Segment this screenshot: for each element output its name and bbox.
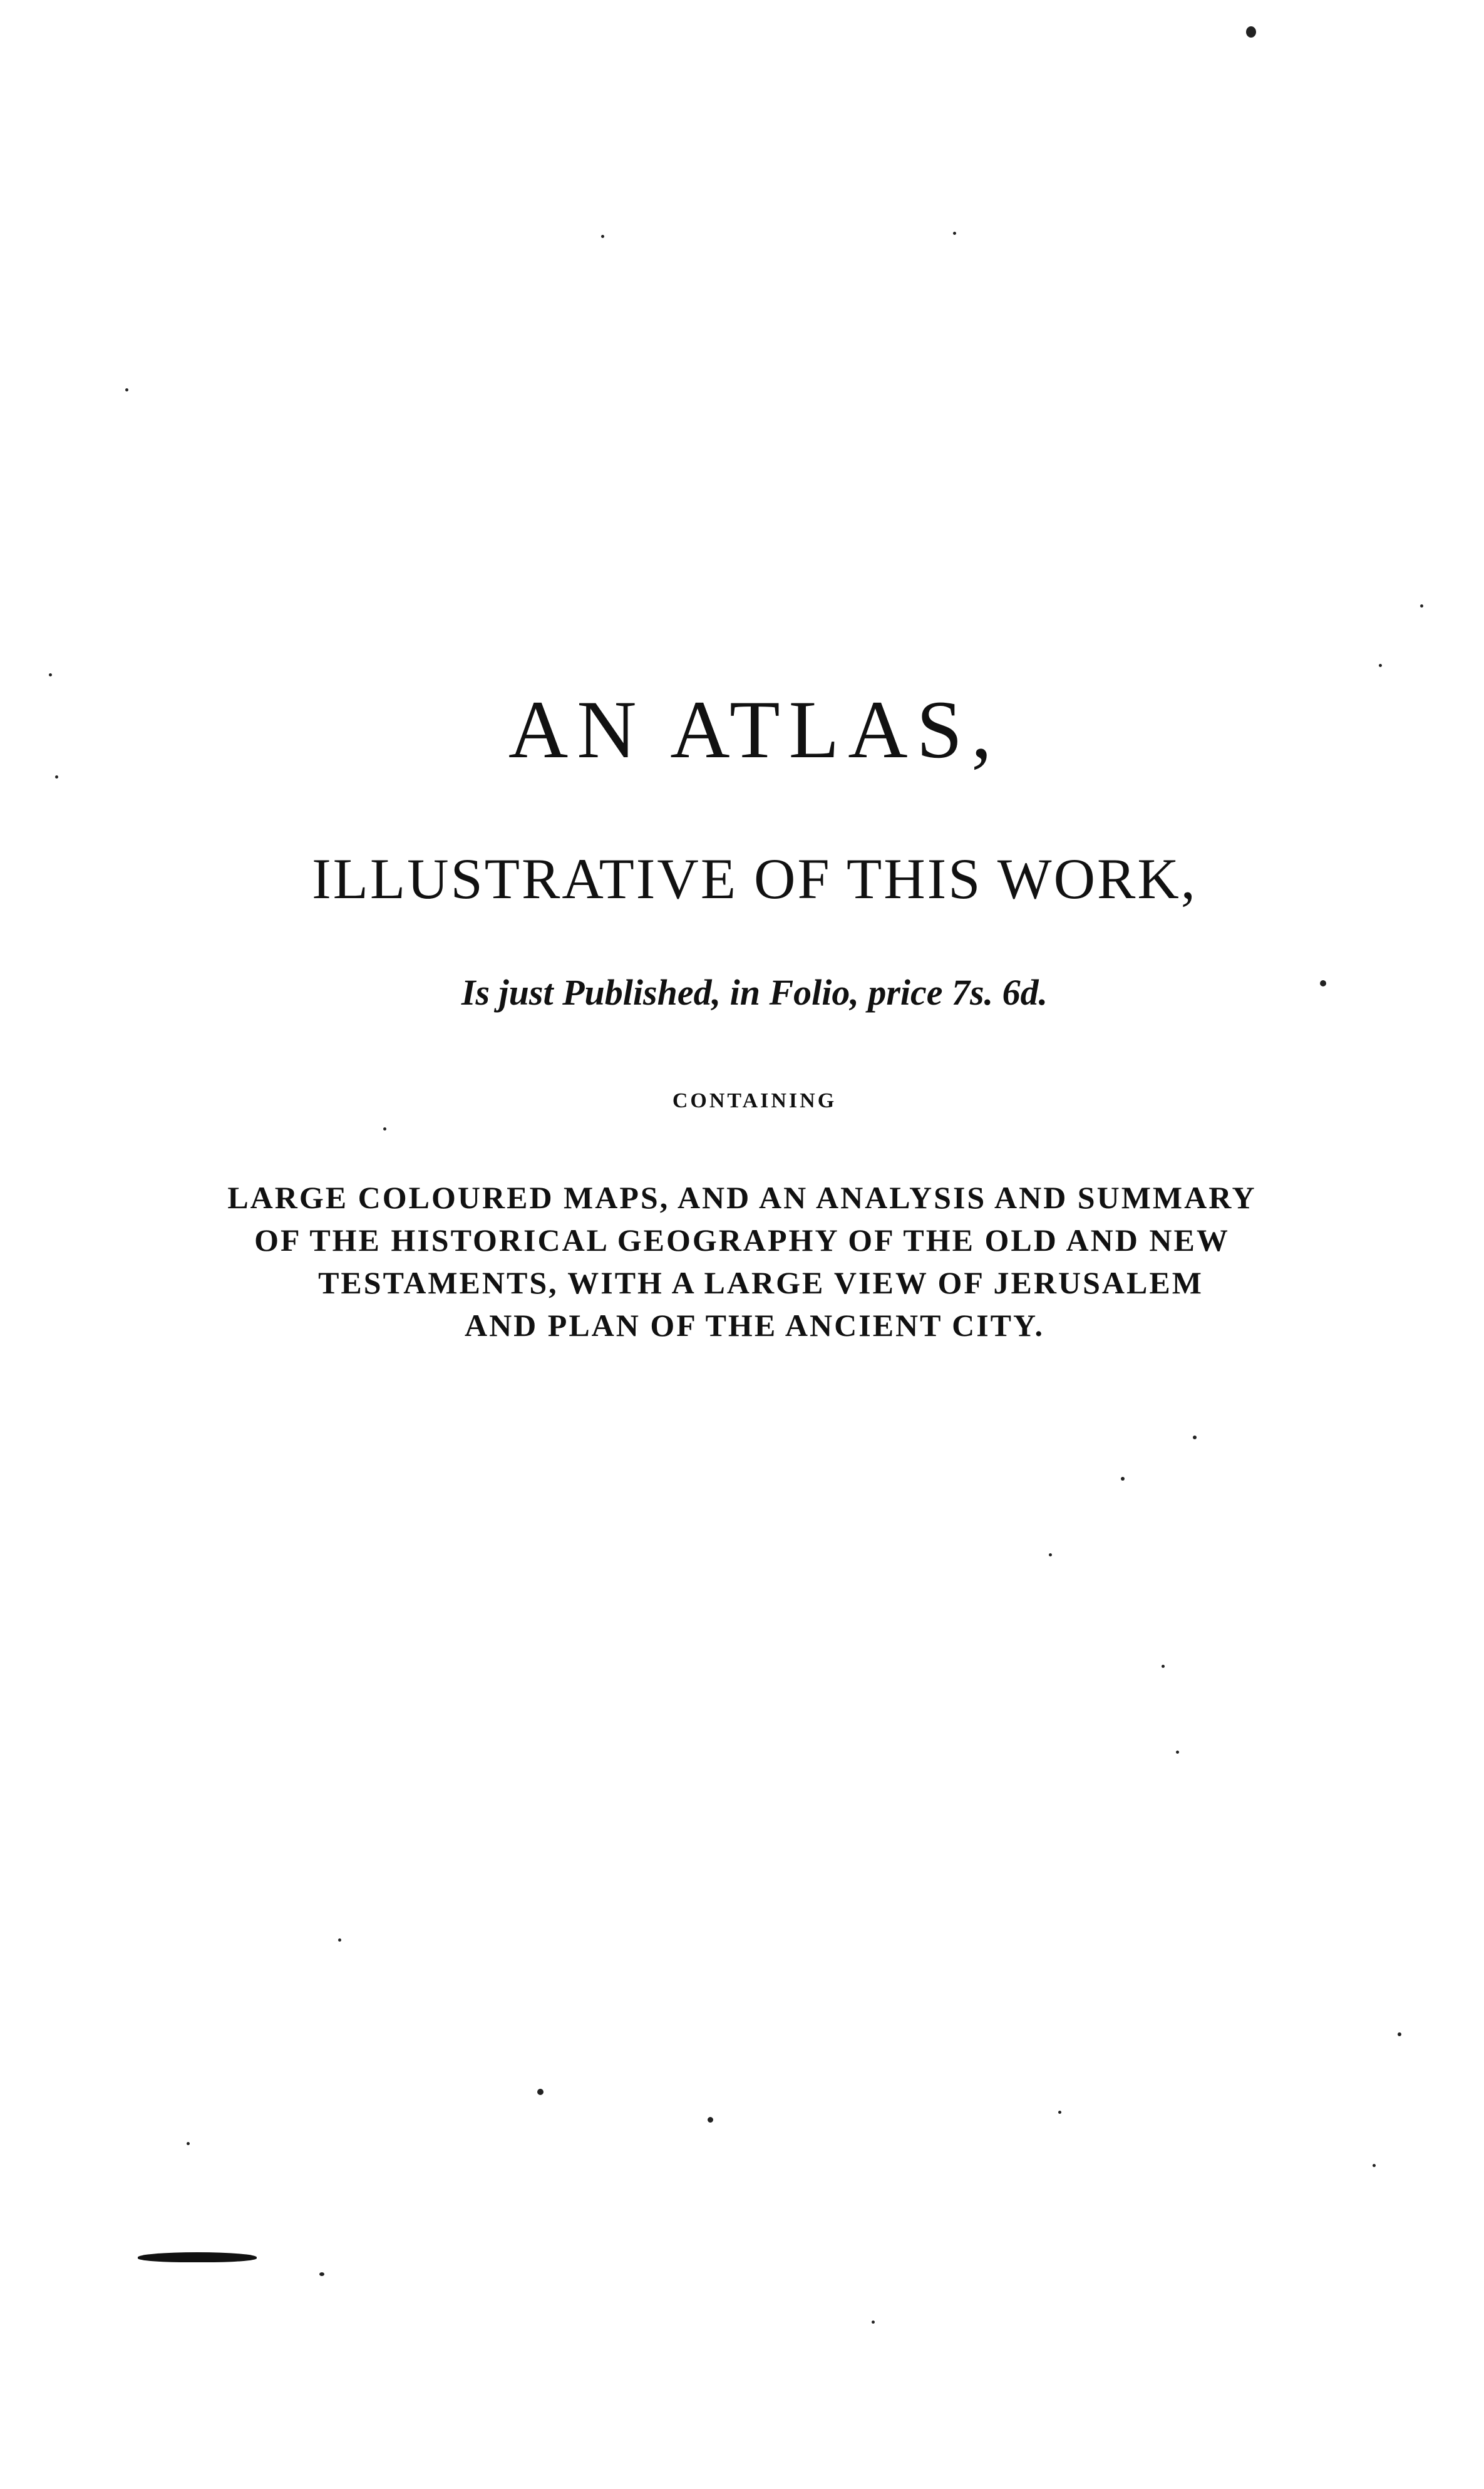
description-line-3: TESTAMENTS, WITH A LARGE VIEW OF JERUSALEM bbox=[318, 1265, 1203, 1300]
scan-speck bbox=[1320, 980, 1326, 986]
publication-note: Is just Published, in Folio, price 7s. 6d. bbox=[461, 972, 1048, 1013]
scan-speck bbox=[708, 2117, 713, 2123]
scan-speck bbox=[319, 2272, 324, 2276]
scan-speck bbox=[1176, 1751, 1179, 1754]
scan-speck bbox=[187, 2142, 190, 2145]
scan-speck bbox=[1246, 26, 1256, 38]
scan-speck bbox=[383, 1127, 386, 1131]
scan-speck bbox=[1121, 1477, 1125, 1481]
scan-speck bbox=[601, 235, 604, 238]
scan-speck bbox=[55, 775, 58, 779]
scan-speck bbox=[953, 232, 956, 235]
scan-speck bbox=[1162, 1665, 1165, 1668]
scan-speck bbox=[1420, 604, 1423, 608]
containing-label: CONTAINING bbox=[672, 1089, 837, 1112]
scan-speck bbox=[1379, 664, 1382, 667]
scan-speck bbox=[1373, 2164, 1376, 2167]
description-line-4: AND PLAN OF THE ANCIENT CITY. bbox=[464, 1308, 1045, 1343]
scan-speck bbox=[125, 388, 128, 391]
scan-speck bbox=[49, 673, 52, 676]
description-line-2: OF THE HISTORICAL GEOGRAPHY OF THE OLD AND NEW bbox=[254, 1223, 1230, 1258]
scan-speck bbox=[1049, 1553, 1052, 1556]
atlas-subtitle: ILLUSTRATIVE OF THIS WORK, bbox=[312, 847, 1197, 911]
description-line-1: LARGE COLOURED MAPS, AND AN ANALYSIS AND SUMMARY bbox=[227, 1180, 1257, 1215]
atlas-title: AN ATLAS, bbox=[508, 683, 1001, 775]
scan-speck bbox=[1058, 2111, 1061, 2114]
ink-smudge bbox=[138, 2252, 257, 2262]
scan-speck bbox=[338, 1938, 341, 1942]
scan-speck bbox=[872, 2321, 875, 2324]
scan-speck bbox=[1193, 1436, 1197, 1439]
scan-speck bbox=[537, 2089, 544, 2095]
scan-speck bbox=[1398, 2032, 1401, 2036]
